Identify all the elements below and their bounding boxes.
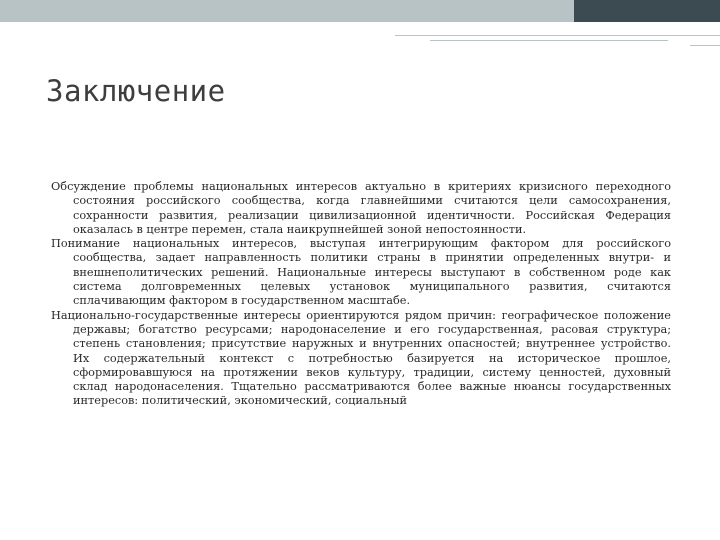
top-bar-dark-segment — [574, 0, 720, 22]
decorative-line — [690, 45, 720, 46]
slide-body — [51, 180, 671, 409]
paragraph: Национально-государственные интересы ориентируются рядом причин: географическое положение державы; богатство ресурсами; народонаселение и его государственная, расовая структура; степень становления; присутствие наружных и внутренних опасностей; внутреннее устройство. Их содержательный контекст с потребностью базируется на историческое прошлое, сформировавшуюся на протяжении веков культуру, традиции, систему ценностей, духовный склад народонаселения. Тщательно рассматриваются более важные нюансы государственных интересов: политический, экономический, социальный — [51, 308, 671, 408]
top-bar-light-segment — [0, 0, 574, 22]
top-decoration-bar — [0, 0, 720, 22]
paragraph: Обсуждение проблемы национальных интересов актуально в критериях кризисного переходного состояния российского сообщества, когда главнейшими считаются цели самосохранения, сохранности развития, реализации цивилизационной идентичности. Российская Федерация оказалась в центре перемен, стала наикрупнейшей зоной непостоянности. — [51, 180, 671, 236]
decorative-line — [395, 35, 720, 36]
paragraph: Понимание национальных интересов, выступая интегрирующим фактором для российского сообщества, задает направленность политики страны в принятии определенных внутри- и внешнеполитических решений. Национальные интересы выступают в собственном роде как система долговременных целевых установок муниципального развития, считаются сплачивающим фактором в государственном масштабе. — [51, 237, 671, 308]
decorative-line — [430, 40, 668, 41]
slide-title: Заключение — [46, 74, 226, 108]
